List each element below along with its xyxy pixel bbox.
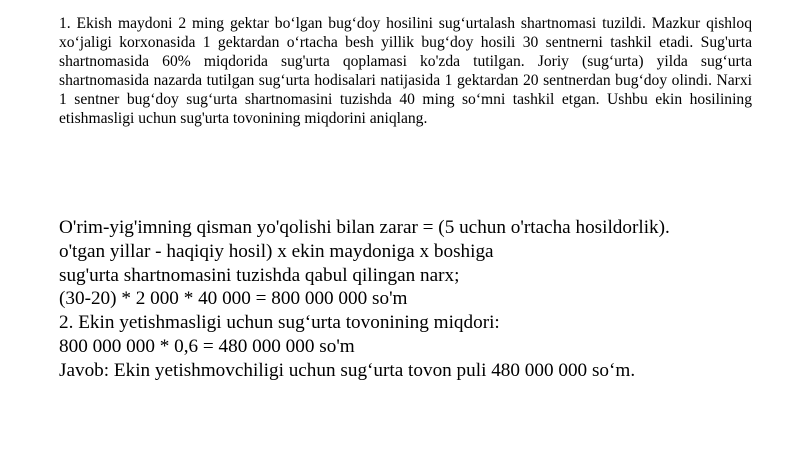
- solution-line-formula-end: sug'urta shartnomasini tuzishda qabul qilingan narx;: [59, 264, 460, 286]
- solution-line-compensation: 800 000 000 * 0,6 = 480 000 000 so'm: [59, 335, 355, 357]
- solution-line-formula: O'rim-yig'imning qisman yo'qolishi bilan zarar = (5 uchun o'rtacha hosildorlik).: [59, 217, 670, 238]
- solution-line-answer: Javob: Ekin yetishmovchiligi uchun sugʻurta tovon puli 480 000 000 soʻm.: [59, 359, 636, 381]
- solution-line-step-two: 2. Ekin yetishmasligi uchun sugʻurta tovonining miqdori:: [59, 312, 500, 334]
- solution-line-calculation: (30-20) * 2 000 * 40 000 = 800 000 000 so'm: [59, 288, 408, 310]
- solution-block: [59, 216, 779, 383]
- solution-line-formula-cont: o'tgan yillar - haqiqiy hosil) x ekin maydoniga x boshiga: [59, 240, 494, 262]
- problem-statement: 1. Ekish maydoni 2 ming gektar boʻlgan bugʻdoy hosilini sugʻurtalash shartnomasi tuzildi. Mazkur qishloq xoʻjaligi korxonasida 1 gektardan oʻrtacha besh yillik bugʻdoy hosili 30 sentnerni tashkil etadi. Sug'urta shartnomasida 60% miqdorida sug'urta qoplamasi ko'zda tutilgan. Joriy (sugʻurta) yilda sugʻurta shartnomasida nazarda tutilgan sugʻurta hodisalari natijasida 1 gektardan 20 sentnerdan bugʻdoy olindi. Narxi 1 sentner bugʻdoy sugʻurta shartnomasini tuzishda 40 ming soʻmni tashkil etgan. Ushbu ekin hosilining etishmasligi uchun sug'urta tovonining miqdorini aniqlang.: [59, 15, 752, 127]
